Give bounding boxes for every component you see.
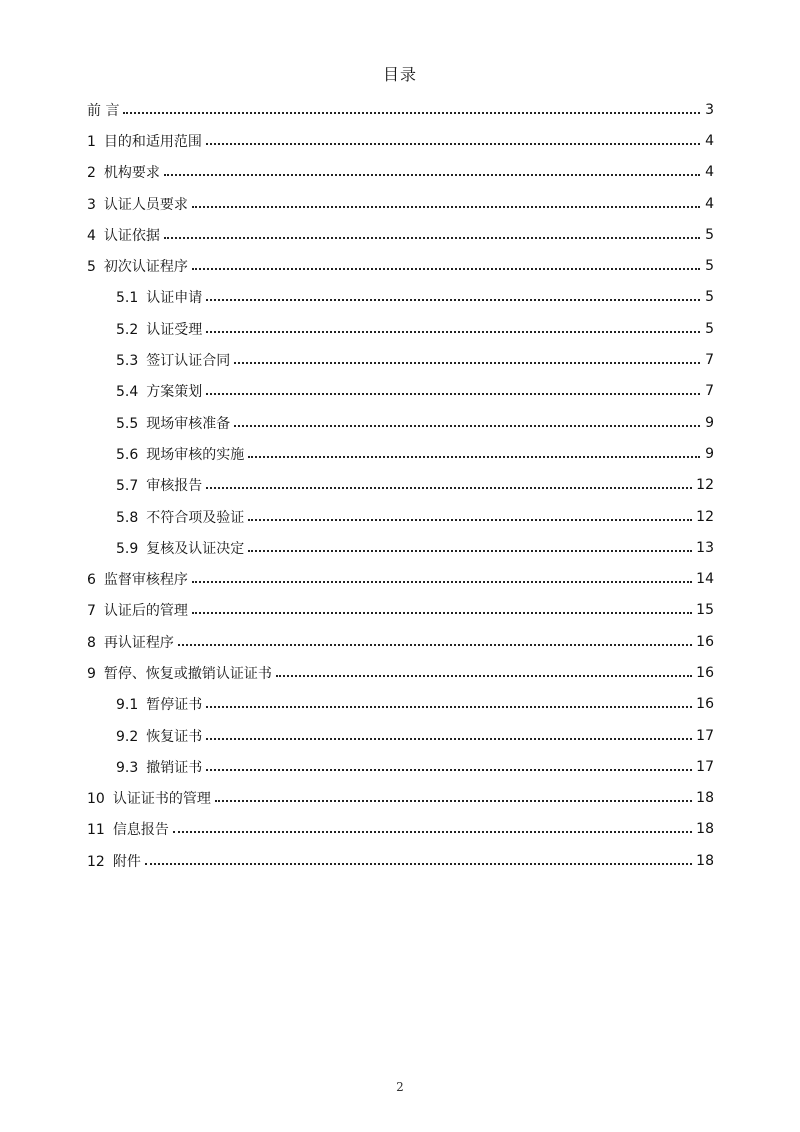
toc-entry[interactable] (87, 250, 714, 281)
toc-leader-dots (206, 143, 700, 145)
toc-entry-number: 6 (87, 572, 96, 589)
toc-entry-page: 16 (696, 696, 714, 713)
toc-entry-label (116, 538, 248, 558)
toc-entry[interactable] (87, 313, 714, 344)
toc-entry-text: 现场审核准备 (146, 415, 231, 432)
toc-entry-label (87, 851, 145, 871)
toc-entry[interactable] (87, 595, 714, 626)
toc-entry-page: 7 (705, 352, 714, 369)
toc-entry-text: 监督审核程序 (103, 572, 188, 589)
toc-entry[interactable] (87, 532, 714, 563)
toc-entry-page: 5 (705, 289, 714, 306)
toc-entry-label (116, 444, 248, 464)
toc-leader-dots (206, 331, 700, 333)
toc-entry-number: 7 (87, 603, 96, 620)
toc-entry-label (87, 225, 164, 245)
toc-entry-text: 撤销证书 (146, 759, 203, 776)
toc-entry-number: 1 (87, 133, 96, 150)
toc-entry-number: 5.4 (116, 384, 139, 401)
toc-entry-number: 12 (87, 853, 105, 870)
toc-leader-dots (164, 237, 700, 239)
toc-entry-text: 机构要求 (103, 165, 160, 182)
toc-entry-page: 3 (705, 101, 714, 118)
toc-leader-dots (248, 550, 692, 552)
toc-entry-page: 9 (705, 414, 714, 431)
toc-leader-dots (192, 206, 700, 208)
toc-entry-text: 前 言 (87, 102, 120, 119)
toc-entry-text: 认证人员要求 (103, 196, 188, 213)
toc-entry-page: 7 (705, 383, 714, 400)
toc-entry[interactable] (87, 344, 714, 375)
toc-entry[interactable] (87, 125, 714, 156)
toc-entry-number: 3 (87, 196, 96, 213)
toc-entry[interactable] (87, 720, 714, 751)
toc-entry-number: 9.1 (116, 697, 139, 714)
toc-entry-number: 5.2 (116, 321, 139, 338)
toc-leader-dots (192, 612, 692, 614)
toc-entry-page: 4 (705, 132, 714, 149)
toc-entry[interactable] (87, 219, 714, 250)
toc-entry-label (116, 694, 206, 714)
toc-entry-label (87, 162, 164, 182)
table-of-contents (87, 94, 714, 876)
toc-entry-label (116, 507, 248, 527)
toc-entry-page: 5 (705, 258, 714, 275)
toc-entry-text: 认证受理 (146, 321, 203, 338)
toc-entry-label (116, 726, 206, 746)
toc-entry-number: 2 (87, 165, 96, 182)
toc-entry-number: 9.2 (116, 728, 139, 745)
toc-entry[interactable] (87, 626, 714, 657)
toc-entry-text: 初次认证程序 (103, 259, 188, 276)
toc-entry-page: 4 (705, 164, 714, 181)
toc-entry-text: 现场审核的实施 (146, 446, 245, 463)
toc-leader-dots (206, 299, 700, 301)
toc-entry-label (116, 475, 206, 495)
toc-entry-label (116, 319, 206, 339)
toc-entry[interactable] (87, 188, 714, 219)
toc-entry[interactable] (87, 157, 714, 188)
toc-entry-text: 认证申请 (146, 290, 203, 307)
toc-entry-label (87, 194, 192, 214)
toc-entry[interactable] (87, 94, 714, 125)
toc-entry-number: 5.3 (116, 353, 139, 370)
toc-entry-number: 5.9 (116, 540, 139, 557)
toc-entry-page: 4 (705, 195, 714, 212)
toc-entry-label (87, 569, 192, 589)
toc-entry-page: 18 (696, 790, 714, 807)
toc-entry-number: 11 (87, 822, 105, 839)
toc-entry-text: 复核及认证决定 (146, 540, 245, 557)
toc-entry-text: 暂停、恢复或撤销认证证书 (103, 665, 272, 682)
toc-entry-label (87, 819, 173, 839)
toc-entry-label (87, 600, 192, 620)
toc-entry[interactable] (87, 407, 714, 438)
toc-leader-dots (248, 519, 692, 521)
toc-entry-page: 9 (705, 445, 714, 462)
toc-leader-dots (234, 362, 700, 364)
toc-entry-label (87, 100, 123, 120)
toc-entry-page: 12 (696, 477, 714, 494)
toc-entry[interactable] (87, 563, 714, 594)
toc-leader-dots (234, 425, 700, 427)
toc-entry-label (116, 350, 234, 370)
toc-leader-dots (178, 644, 692, 646)
toc-entry-text: 附件 (112, 853, 141, 870)
toc-entry-label (87, 788, 215, 808)
toc-entry-text: 信息报告 (112, 822, 169, 839)
toc-entry-text: 认证依据 (103, 227, 160, 244)
toc-entry[interactable] (87, 814, 714, 845)
toc-entry-text: 恢复证书 (146, 728, 203, 745)
toc-entry[interactable] (87, 470, 714, 501)
toc-entry[interactable] (87, 438, 714, 469)
toc-title: 目录 (382, 65, 417, 84)
toc-leader-dots (276, 675, 692, 677)
toc-entry[interactable] (87, 751, 714, 782)
toc-entry-number: 5.5 (116, 415, 139, 432)
toc-entry[interactable] (87, 689, 714, 720)
toc-leader-dots (164, 174, 700, 176)
toc-entry-number: 5.7 (116, 478, 139, 495)
toc-entry-text: 认证后的管理 (103, 603, 188, 620)
toc-entry-page: 17 (696, 758, 714, 775)
toc-entry[interactable] (87, 845, 714, 876)
toc-leader-dots (192, 268, 700, 270)
page-number: 2 (396, 1080, 404, 1094)
toc-entry-page: 15 (696, 602, 714, 619)
toc-leader-dots (215, 800, 692, 802)
toc-entry-text: 方案策划 (146, 384, 203, 401)
toc-entry-label (87, 256, 192, 276)
toc-entry-page: 13 (696, 539, 714, 556)
toc-entry-number: 8 (87, 634, 96, 651)
toc-entry[interactable] (87, 501, 714, 532)
toc-leader-dots (173, 831, 692, 833)
toc-leader-dots (145, 863, 692, 865)
toc-entry-page: 12 (696, 508, 714, 525)
toc-entry-number: 5.1 (116, 290, 139, 307)
toc-entry[interactable] (87, 657, 714, 688)
toc-entry-label (87, 131, 206, 151)
toc-entry-page: 16 (696, 664, 714, 681)
toc-entry-text: 目的和适用范围 (103, 133, 202, 150)
toc-entry-text: 再认证程序 (103, 634, 174, 651)
toc-entry-page: 14 (696, 571, 714, 588)
toc-entry-text: 不符合项及验证 (146, 509, 245, 526)
toc-entry-label (116, 413, 234, 433)
toc-entry-number: 9.3 (116, 759, 139, 776)
toc-entry-page: 16 (696, 633, 714, 650)
toc-entry-page: 5 (705, 320, 714, 337)
toc-entry-text: 认证证书的管理 (112, 791, 211, 808)
toc-entry-number: 4 (87, 227, 96, 244)
toc-entry-page: 18 (696, 821, 714, 838)
toc-entry-page: 5 (705, 226, 714, 243)
toc-entry-page: 17 (696, 727, 714, 744)
toc-entry[interactable] (87, 783, 714, 814)
toc-entry-number: 5.6 (116, 446, 139, 463)
toc-entry-number: 5.8 (116, 509, 139, 526)
toc-leader-dots (206, 738, 692, 740)
toc-entry-page: 18 (696, 852, 714, 869)
toc-leader-dots (206, 487, 692, 489)
toc-entry-number: 5 (87, 259, 96, 276)
toc-entry-text: 暂停证书 (146, 697, 203, 714)
toc-entry-label (87, 663, 276, 683)
toc-entry-number: 9 (87, 665, 96, 682)
toc-entry-label (116, 381, 206, 401)
toc-entry-label (116, 287, 206, 307)
toc-entry-number: 10 (87, 791, 105, 808)
toc-entry[interactable] (87, 376, 714, 407)
toc-entry-label (87, 632, 178, 652)
toc-leader-dots (192, 581, 692, 583)
toc-leader-dots (248, 456, 700, 458)
toc-entry-text: 签订认证合同 (146, 353, 231, 370)
toc-leader-dots (206, 769, 692, 771)
toc-leader-dots (206, 706, 692, 708)
toc-leader-dots (123, 112, 700, 114)
toc-entry-label (116, 757, 206, 777)
toc-entry[interactable] (87, 282, 714, 313)
toc-entry-text: 审核报告 (146, 478, 203, 495)
toc-leader-dots (206, 393, 700, 395)
